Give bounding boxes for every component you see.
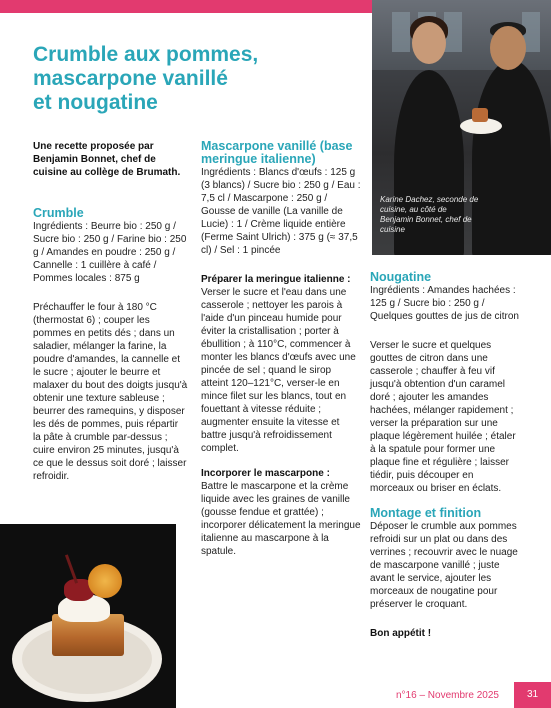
dessert-photo — [0, 524, 176, 708]
crumble-method: Préchauffer le four à 180 °C (thermostat 6) ; couper les pommes en petits dés ; dans un saladier, mélanger la farine, la poudre d'amandes, la cannelle et le sucre ; ajouter le beurre et malaxer du bout des doigts jusqu'à obtenir une texture sableuse ; beurrer des ramequins, y disposer les dés de pommes, puis répartir la pâte à crumble par-dessus ; cuire environ 25 minutes, jusqu'à ce que le dessus soit doré ; laisser refroidir. — [33, 302, 188, 482]
page-number: 31 — [514, 682, 551, 708]
incorporate-text: Battre le mascarpone et la crème liquide avec les graines de vanille (gousse fendue et grattée) ; incorporer délicatement la meringue italienne au mascarpone à la spatule. — [201, 481, 361, 557]
top-color-bar — [0, 0, 372, 13]
nougatine-heading: Nougatine — [370, 270, 432, 284]
crumble-heading: Crumble — [33, 206, 84, 220]
incorporate-subheading: Incorporer le mascarpone : — [201, 468, 330, 479]
mascarpone-section — [201, 140, 361, 558]
chefs-photo — [372, 0, 551, 255]
photo-caption: Karine Dachez, seconde de cuisine, au côté de Benjamin Bonnet, chef de cuisine — [380, 195, 479, 234]
nougatine-ingredients: Ingrédients : Amandes hachées : 125 g / Sucre bio : 250 g / Quelques gouttes de jus de citron — [370, 285, 519, 322]
crumble-ingredients: Ingrédients : Beurre bio : 250 g / Sucre bio : 250 g / Farine bio : 250 g / Amandes en poudre : 250 g / Cannelle : 1 cuillère à café / Pommes locales : 875 g — [33, 221, 187, 284]
mascarpone-heading: Mascarpone vanillé (base meringue italienne) — [201, 139, 353, 166]
nougatine-method: Verser le sucre et quelques gouttes de citron dans une casserole ; chauffer à feu vif jusqu'à obtention d'un caramel doré ; ajouter les amandes hachées, mélanger rapidement ; verser la préparation sur une plaque légèrement huilée ; étaler à la spatule pour former une plaque fine et régulière ; laisser tiédir, puis découper en morceaux ou briser en éclats. — [370, 340, 516, 494]
meringue-text: Verser le sucre et l'eau dans une casserole ; nettoyer les parois à l'aide d'un pinceau humide pour éviter la cristallisation ; porter à ébullition ; à 110°C, commencer à monter les blancs d'œufs avec une pincée de sel ; quand le sirop atteint 120–121°C, verser-le en mince filet sur les blancs, tout en fouettant à vitesse réduite ; augmenter ensuite la vitesse et battre jusqu'à refroidissement complet. — [201, 287, 356, 454]
intro-text: Une recette proposée par Benjamin Bonnet, chef de cuisine au collège de Brumath. — [33, 141, 181, 178]
closing-text: Bon appétit ! — [370, 628, 432, 639]
meringue-subheading: Préparer la meringue italienne : — [201, 274, 351, 285]
nougatine-section — [370, 271, 520, 640]
mascarpone-ingredients: Ingrédients : Blancs d'œufs : 125 g (3 blancs) / Sucre bio : 250 g / Eau : 7,5 cl / Mascarpone : 250 g / Gousse de vanille (La vanille de Lucie) : 1 / Crème liquide entière (Ferme Saint Ulrich) : 375 g (≈ 37,5 cl) / Sel : 1 pincée — [201, 167, 361, 256]
crumble-section — [33, 207, 188, 483]
article-title: Crumble aux pommes, mascarpone vanillé et nougatine — [33, 43, 259, 114]
montage-heading: Montage et finition — [370, 506, 482, 520]
issue-label: n°16 – Novembre 2025 — [396, 690, 499, 701]
montage-text: Déposer le crumble aux pommes refroidi sur un plat ou dans des verrines ; recouvrir avec le nuage de mascarpone vanillé ; juste avant le service, ajouter les morceaux de nougatine pour préserver le croquant. — [370, 521, 518, 610]
